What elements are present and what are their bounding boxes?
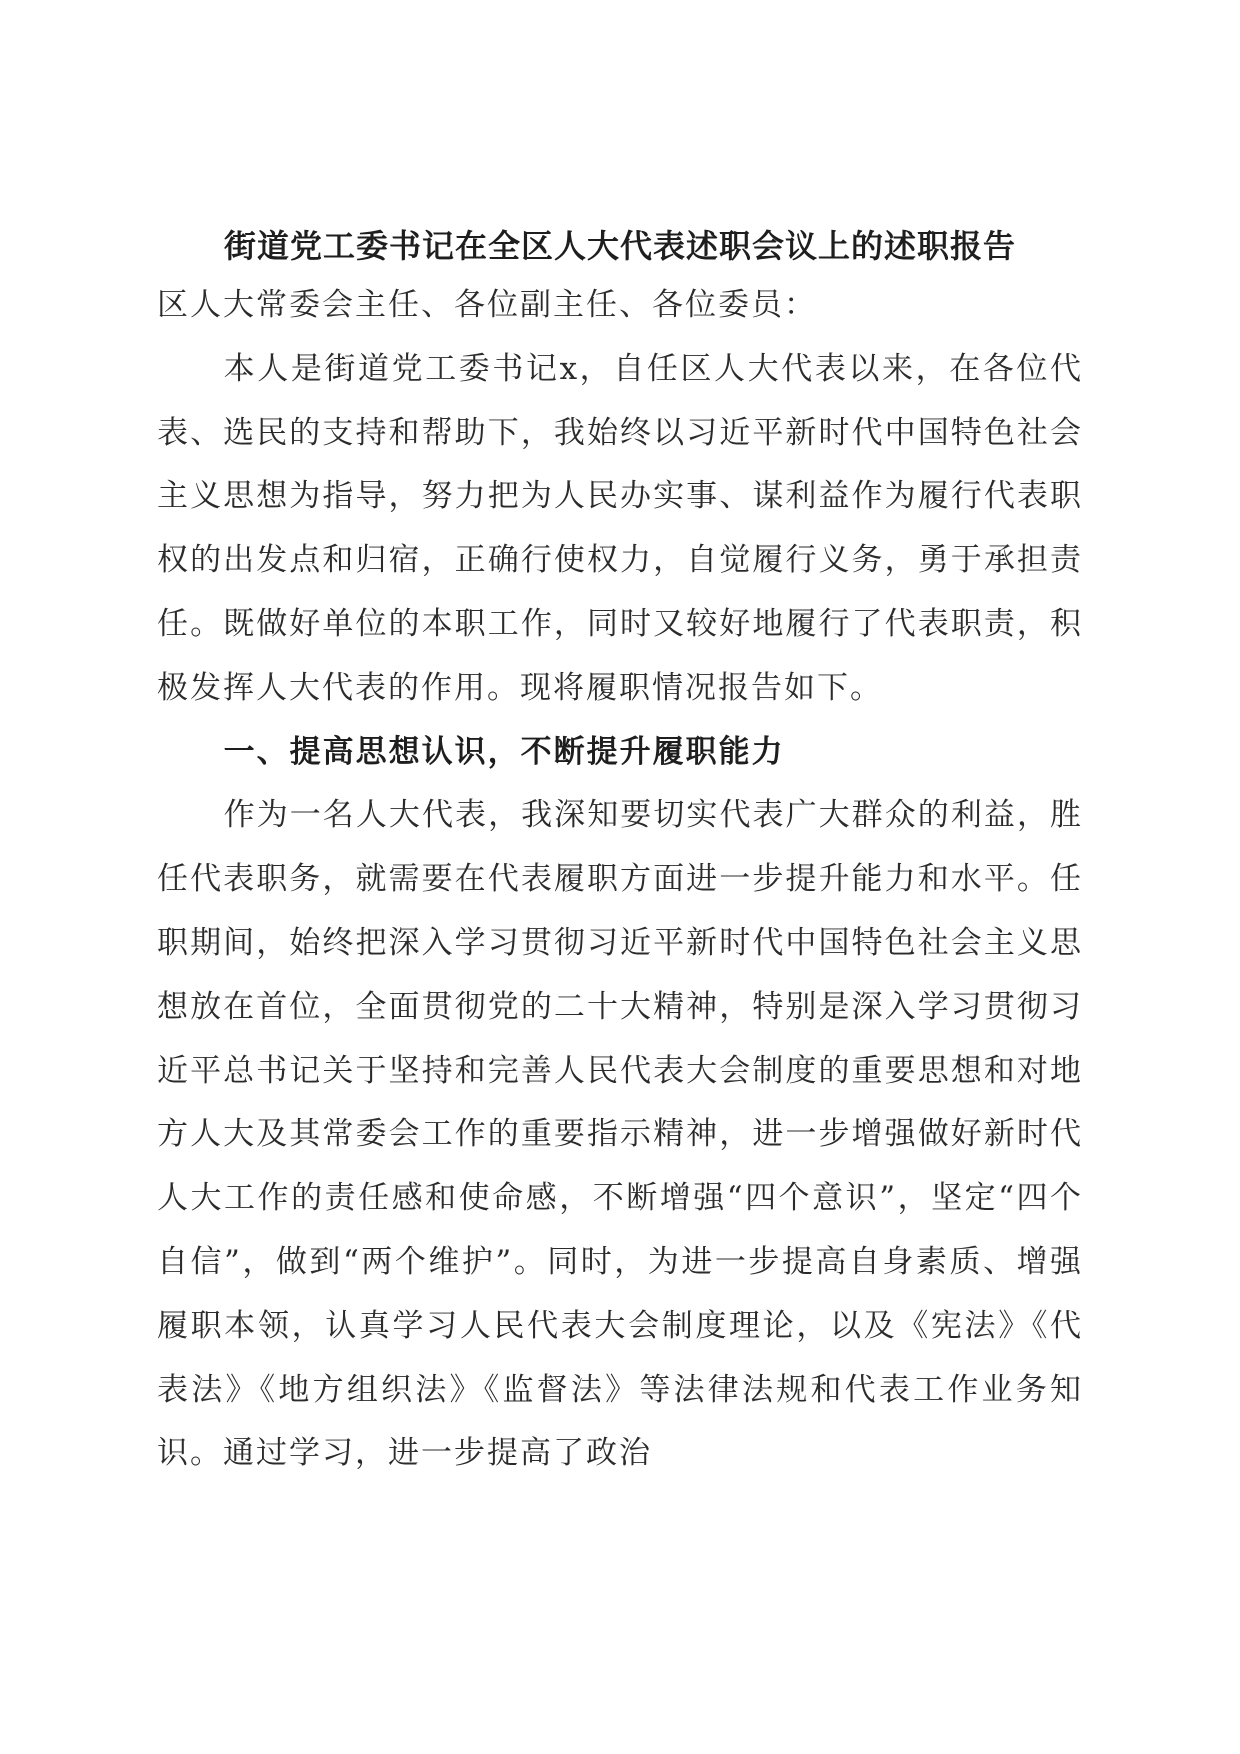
- section-paragraph: 作为一名人大代表，我深知要切实代表广大群众的利益，胜任代表职务，就需要在代表履职方面进一步提升能力和水平。任职期间，始终把深入学习贯彻习近平新时代中国特色社会主义思想放在首位，全面贯彻党的二十大精神，特别是深入学习贯彻习近平总书记关于坚持和完善人民代表大会制度的重要思想和对地方人大及其常委会工作的重要指示精神，进一步增强做好新时代人大工作的责任感和使命感，不断增强“四个意识”，坚定“四个自信”，做到“两个维护”。同时，为进一步提高自身素质、增强履职本领，认真学习人民代表大会制度理论，以及《宪法》《代表法》《地方组织法》《监督法》等法律法规和代表工作业务知识。通过学习，进一步提高了政治: [157, 797, 1083, 1472]
- salutation: 区人大常委会主任、各位副主任、各位委员：: [157, 287, 817, 323]
- document-page: [157, 0, 1083, 1754]
- intro-paragraph: 本人是街道党工委书记x，自任区人大代表以来，在各位代表、选民的支持和帮助下，我始终以习近平新时代中国特色社会主义思想为指导，努力把为人民办实事、谋利益作为履行代表职权的出发点和归宿，正确行使权力，自觉履行义务，勇于承担责任。既做好单位的本职工作，同时又较好地履行了代表职责，积极发挥人大代表的作用。现将履职情况报告如下。: [157, 350, 1083, 706]
- section-heading: 一、提高思想认识，不断提升履职能力: [223, 733, 785, 770]
- document-body: [157, 274, 1083, 1486]
- document-title: 街道党工委书记在全区人大代表述职会议上的述职报告: [223, 227, 1016, 265]
